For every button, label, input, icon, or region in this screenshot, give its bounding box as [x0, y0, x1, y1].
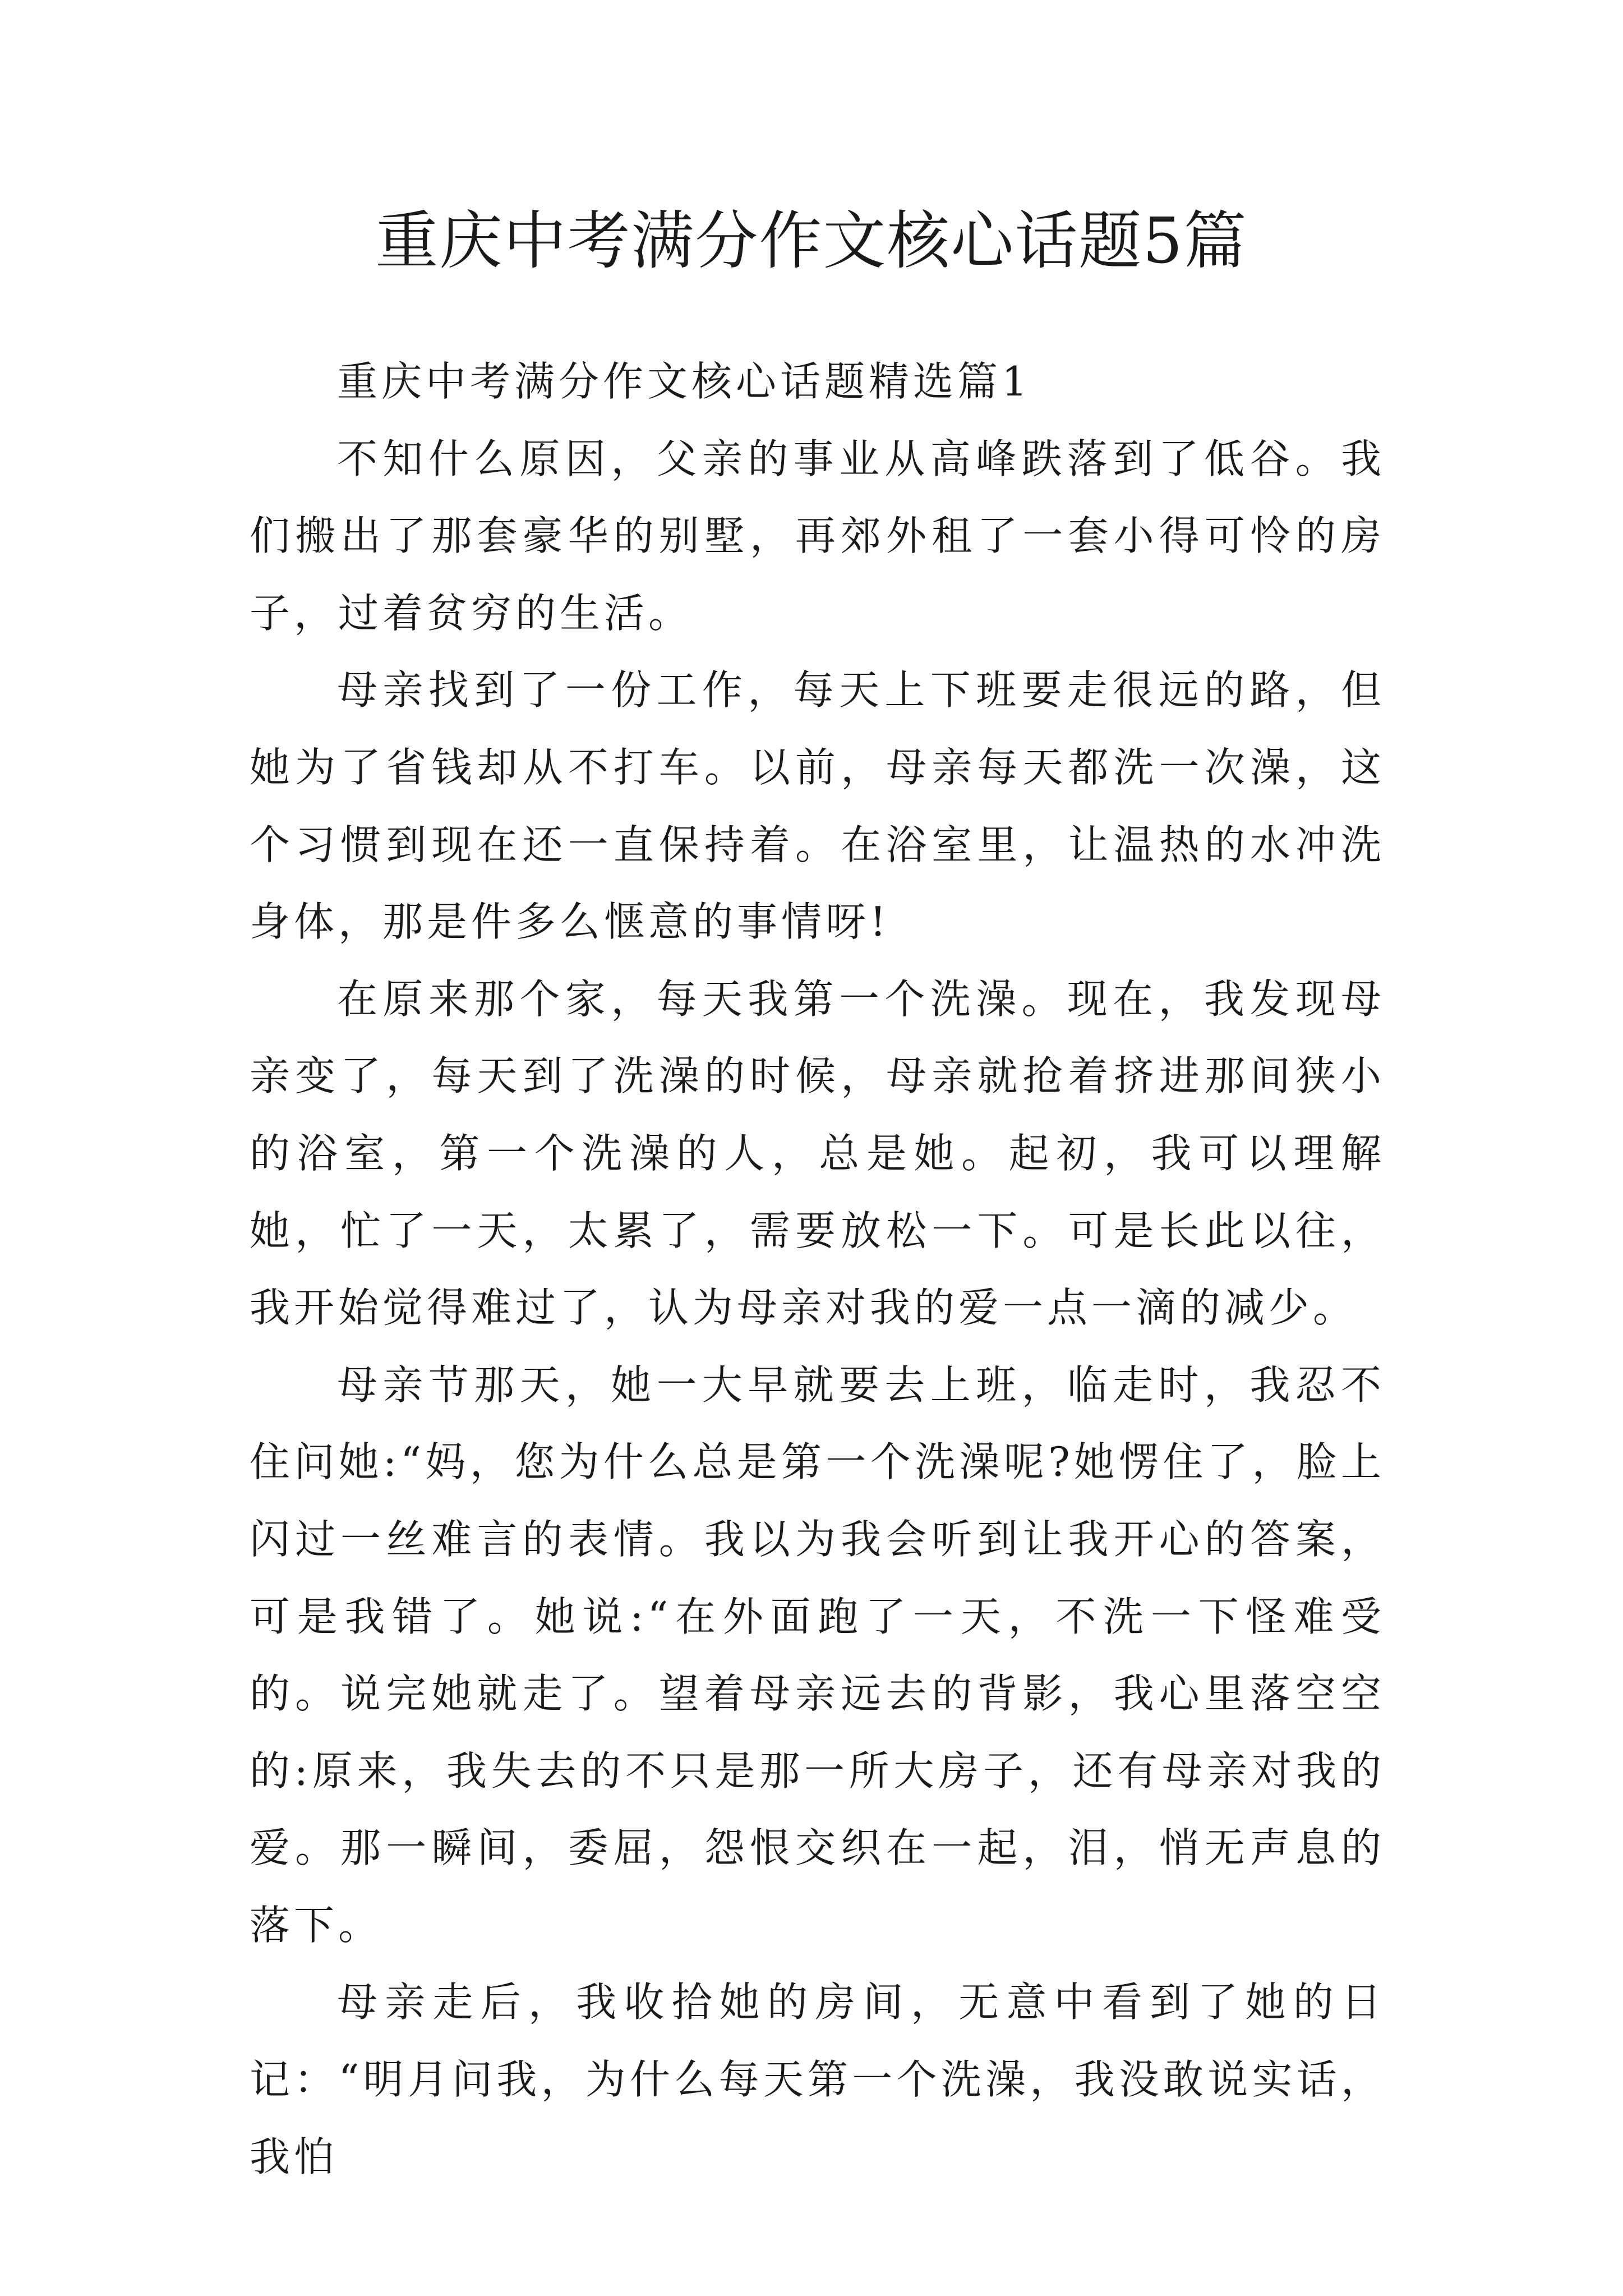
paragraph: 母亲找到了一份工作，每天上下班要走很远的路，但她为了省钱却从不打车。以前，母亲每天都洗一次澡，这个习惯到现在还一直保持着。在浴室里，让温热的水冲洗身体，那是件多么惬意的事情呀!	[250, 666, 1385, 946]
paragraph: 母亲走后，我收拾她的房间，无意中看到了她的日记：“明月问我，为什么每天第一个洗澡，我没敢说实话，我怕	[250, 1978, 1385, 2180]
document-body	[250, 343, 1385, 2196]
paragraph: 不知什么原因，父亲的事业从高峰跌落到了低谷。我们搬出了那套豪华的别墅，再郊外租了一套小得可怜的房子，过着贫穷的生活。	[250, 435, 1385, 637]
paragraph: 在原来那个家，每天我第一个洗澡。现在，我发现母亲变了，每天到了洗澡的时候，母亲就抢着挤进那间狭小的浴室，第一个洗澡的人，总是她。起初，我可以理解她，忙了一天，太累了，需要放松一下。可是长此以往，我开始觉得难过了，认为母亲对我的爱一点一滴的减少。	[250, 975, 1385, 1332]
section-heading: 重庆中考满分作文核心话题精选篇1	[337, 358, 1031, 405]
paragraph: 母亲节那天，她一大早就要去上班，临走时，我忍不住问她:“妈，您为什么总是第一个洗澡呢?她愣住了，脸上闪过一丝难言的表情。我以为我会听到让我开心的答案，可是我错了。她说:“在外面跑了一天，不洗一下怪难受的。说完她就走了。望着母亲远去的背影，我心里落空空的:原来，我失去的不只是那一所大房子，还有母亲对我的爱。那一瞬间，委屈，怨恨交织在一起，泪，悄无声息的落下。	[250, 1361, 1385, 1949]
document-title: 重庆中考满分作文核心话题5篇	[375, 205, 1248, 278]
